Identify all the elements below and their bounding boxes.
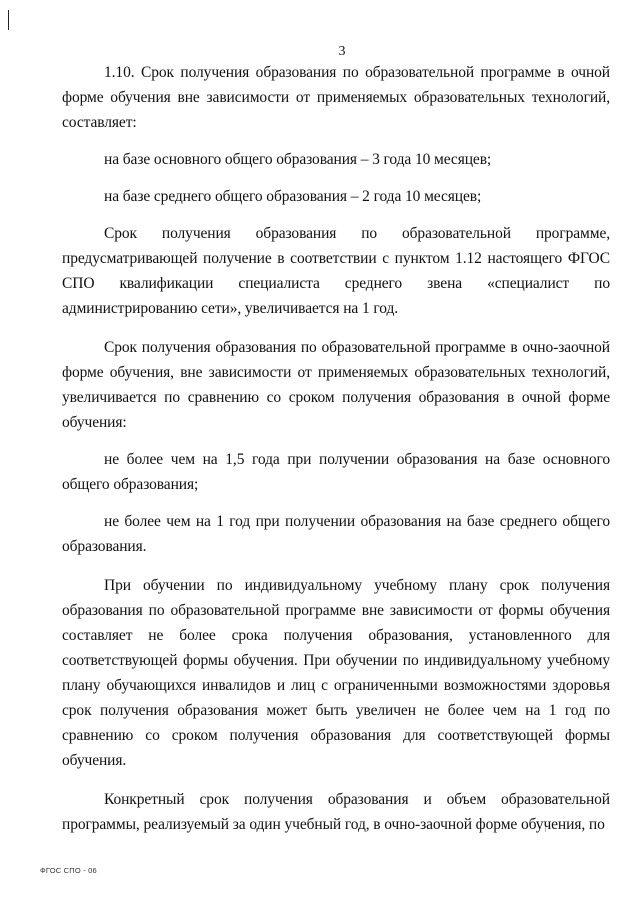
- footer-document-code: ФГОС СПО - 06: [40, 866, 97, 875]
- list-item-basic-general: на базе основного общего образования – 3 года 10 месяцев;: [104, 151, 492, 168]
- page-number: 3: [338, 44, 346, 59]
- list-item-secondary-general: на базе среднего общего образования – 2 года 10 месяцев;: [104, 188, 482, 205]
- paragraph-individual-plan: При обучении по индивидуальному учебному плану срок получения образования по образовательной программе вне зависимости от формы обучения составляет не более срока получения образования, установленного для соответствующей формы обучения. При обучении по индивидуальному учебному плану обучающихся инвалидов и лиц с ограниченными возможностями здоровья срок получения образования может быть увеличен не более чем на 1 год по сравнению со сроком получения образования для соответствующей формы обучения.: [62, 577, 610, 769]
- paragraph-specific-term: Конкретный срок получения образования и объем образовательной программы, реализуемый за один учебный год, в очно-заочной форме обучения, по: [62, 791, 610, 833]
- scan-edge-mark: [8, 10, 9, 30]
- list-item-part-time-basic: не более чем на 1,5 года при получении образования на базе основного общего образования;: [62, 451, 610, 493]
- paragraph-part-time-extension: Срок получения образования по образовательной программе в очно-заочной форме обучения, вне зависимости от применяемых образовательных технологий, увеличивается по сравнению со сроком получения образования в очной форме обучения:: [62, 339, 610, 431]
- paragraph-qualification-extension: Срок получения образования по образовательной программе, предусматривающей получение в соответствии с пунктом 1.12 настоящего ФГОС СПО квалификации специалиста среднего звена «специалист по администрированию сети», увеличивается на 1 год.: [62, 225, 610, 317]
- list-item-part-time-secondary: не более чем на 1 год при получении образования на базе среднего общего образования.: [62, 513, 610, 555]
- document-body: [62, 60, 610, 837]
- paragraph-1-10: 1.10. Срок получения образования по образовательной программе в очной форме обучения вне зависимости от применяемых образовательных технологий, составляет:: [62, 64, 610, 131]
